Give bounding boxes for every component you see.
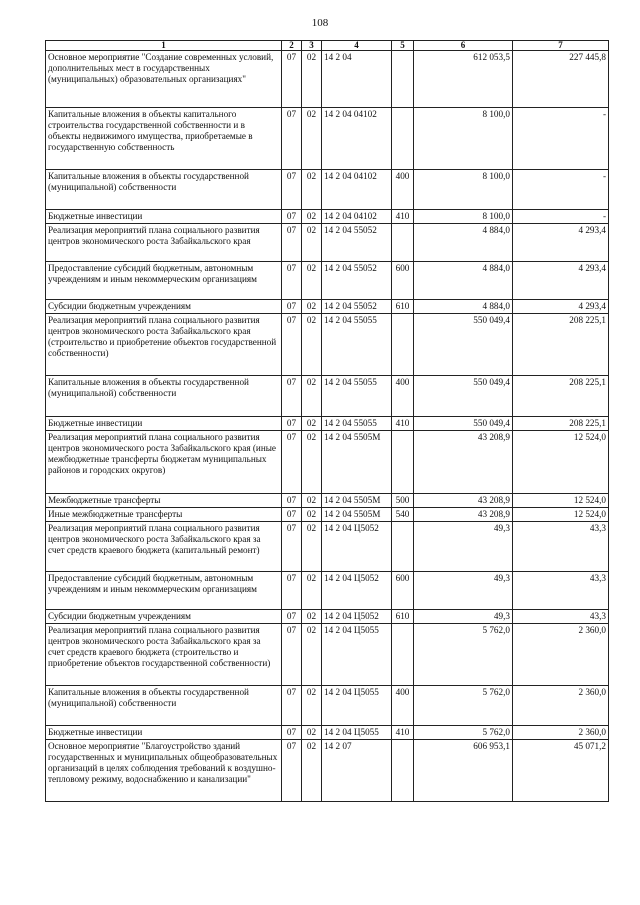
target-article-code: 14 2 04 5505М [322, 494, 392, 508]
table-row [46, 417, 609, 431]
amount-col6: 4 884,0 [414, 262, 513, 300]
table-row [46, 314, 609, 376]
target-article-code: 14 2 04 04102 [322, 210, 392, 224]
subsection-code: 02 [302, 740, 322, 802]
target-article-code: 14 2 04 5505М [322, 431, 392, 494]
amount-col7: 43,3 [513, 610, 609, 624]
table-row [46, 262, 609, 300]
item-name: Межбюджетные трансферты [46, 494, 282, 508]
table-row [46, 51, 609, 108]
page-number: 108 [311, 17, 329, 29]
expense-type-code: 400 [392, 686, 414, 726]
expense-type-code [392, 108, 414, 170]
section-code: 07 [282, 170, 302, 210]
expense-type-code [392, 314, 414, 376]
item-name: Капитальные вложения в объекты государственной (муниципальной) собственности [46, 376, 282, 417]
amount-col6: 606 953,1 [414, 740, 513, 802]
target-article-code: 14 2 04 55055 [322, 314, 392, 376]
table-row [46, 431, 609, 494]
amount-col7: 4 293,4 [513, 262, 609, 300]
amount-col6: 550 049,4 [414, 314, 513, 376]
section-code: 07 [282, 624, 302, 686]
amount-col6: 49,3 [414, 572, 513, 610]
item-name: Реализация мероприятий плана социального развития центров экономического роста Забайкальского края [46, 224, 282, 262]
target-article-code: 14 2 04 55052 [322, 224, 392, 262]
expense-type-code: 540 [392, 508, 414, 522]
expense-type-code: 400 [392, 170, 414, 210]
amount-col7: 208 225,1 [513, 376, 609, 417]
amount-col7: 2 360,0 [513, 624, 609, 686]
amount-col7: 208 225,1 [513, 314, 609, 376]
amount-col7: 12 524,0 [513, 494, 609, 508]
section-code: 07 [282, 494, 302, 508]
subsection-code: 02 [302, 417, 322, 431]
amount-col7: 4 293,4 [513, 300, 609, 314]
amount-col6: 8 100,0 [414, 210, 513, 224]
column-header: 1 [46, 41, 282, 51]
table-row [46, 522, 609, 572]
amount-col6: 550 049,4 [414, 417, 513, 431]
section-code: 07 [282, 508, 302, 522]
column-header: 3 [302, 41, 322, 51]
subsection-code: 02 [302, 726, 322, 740]
amount-col6: 8 100,0 [414, 108, 513, 170]
item-name: Субсидии бюджетным учреждениям [46, 300, 282, 314]
section-code: 07 [282, 572, 302, 610]
table-row [46, 726, 609, 740]
amount-col7: 43,3 [513, 522, 609, 572]
amount-col7: 12 524,0 [513, 431, 609, 494]
subsection-code: 02 [302, 431, 322, 494]
amount-col6: 5 762,0 [414, 624, 513, 686]
table-row [46, 224, 609, 262]
amount-col6: 550 049,4 [414, 376, 513, 417]
section-code: 07 [282, 300, 302, 314]
section-code: 07 [282, 224, 302, 262]
table-header-row [46, 41, 609, 51]
subsection-code: 02 [302, 108, 322, 170]
amount-col6: 43 208,9 [414, 431, 513, 494]
expense-type-code [392, 51, 414, 108]
item-name: Реализация мероприятий плана социального развития центров экономического роста Забайкальского края за счет средств краевого бюджета (строительство и приобретение объектов государственной собственности) [46, 624, 282, 686]
subsection-code: 02 [302, 224, 322, 262]
item-name: Реализация мероприятий плана социального развития центров экономического роста Забайкальского края (иные межбюджетные трансферты бюджетам муниципальных районов и городских округов) [46, 431, 282, 494]
table-row [46, 740, 609, 802]
table-row [46, 572, 609, 610]
item-name: Бюджетные инвестиции [46, 417, 282, 431]
target-article-code: 14 2 04 55055 [322, 417, 392, 431]
table-row [46, 170, 609, 210]
amount-col7: 2 360,0 [513, 726, 609, 740]
amount-col6: 4 884,0 [414, 224, 513, 262]
expense-type-code [392, 431, 414, 494]
table-row [46, 494, 609, 508]
expense-type-code: 610 [392, 610, 414, 624]
subsection-code: 02 [302, 300, 322, 314]
section-code: 07 [282, 108, 302, 170]
subsection-code: 02 [302, 522, 322, 572]
amount-col6: 43 208,9 [414, 494, 513, 508]
subsection-code: 02 [302, 376, 322, 417]
expense-type-code: 410 [392, 417, 414, 431]
section-code: 07 [282, 686, 302, 726]
target-article-code: 14 2 04 5505М [322, 508, 392, 522]
subsection-code: 02 [302, 262, 322, 300]
expense-type-code: 400 [392, 376, 414, 417]
expense-type-code: 410 [392, 210, 414, 224]
item-name: Реализация мероприятий плана социального развития центров экономического роста Забайкальского края за счет средств краевого бюджета (капитальный ремонт) [46, 522, 282, 572]
subsection-code: 02 [302, 624, 322, 686]
section-code: 07 [282, 51, 302, 108]
target-article-code: 14 2 04 Ц5052 [322, 572, 392, 610]
expense-type-code [392, 522, 414, 572]
column-header: 2 [282, 41, 302, 51]
amount-col6: 49,3 [414, 610, 513, 624]
subsection-code: 02 [302, 508, 322, 522]
target-article-code: 14 2 04 Ц5052 [322, 522, 392, 572]
target-article-code: 14 2 04 Ц5055 [322, 624, 392, 686]
target-article-code: 14 2 07 [322, 740, 392, 802]
section-code: 07 [282, 610, 302, 624]
section-code: 07 [282, 431, 302, 494]
amount-col6: 8 100,0 [414, 170, 513, 210]
subsection-code: 02 [302, 686, 322, 726]
amount-col7: 12 524,0 [513, 508, 609, 522]
amount-col7: - [513, 170, 609, 210]
section-code: 07 [282, 314, 302, 376]
subsection-code: 02 [302, 314, 322, 376]
target-article-code: 14 2 04 Ц5055 [322, 726, 392, 740]
amount-col7: 2 360,0 [513, 686, 609, 726]
subsection-code: 02 [302, 170, 322, 210]
column-header: 4 [322, 41, 392, 51]
section-code: 07 [282, 740, 302, 802]
amount-col7: 4 293,4 [513, 224, 609, 262]
expense-type-code [392, 624, 414, 686]
amount-col7: - [513, 108, 609, 170]
table-row [46, 686, 609, 726]
column-header: 7 [513, 41, 609, 51]
section-code: 07 [282, 726, 302, 740]
expense-type-code: 600 [392, 572, 414, 610]
amount-col7: 43,3 [513, 572, 609, 610]
target-article-code: 14 2 04 55055 [322, 376, 392, 417]
amount-col6: 5 762,0 [414, 726, 513, 740]
item-name: Капитальные вложения в объекты капитального строительства государственной собственности и в объекты недвижимого имущества, приобретаемые в государственную собственность [46, 108, 282, 170]
amount-col7: - [513, 210, 609, 224]
expense-type-code [392, 224, 414, 262]
column-header: 5 [392, 41, 414, 51]
item-name: Бюджетные инвестиции [46, 726, 282, 740]
item-name: Капитальные вложения в объекты государственной (муниципальной) собственности [46, 170, 282, 210]
amount-col6: 49,3 [414, 522, 513, 572]
section-code: 07 [282, 210, 302, 224]
target-article-code: 14 2 04 [322, 51, 392, 108]
item-name: Иные межбюджетные трансферты [46, 508, 282, 522]
column-header: 6 [414, 41, 513, 51]
section-code: 07 [282, 262, 302, 300]
amount-col7: 208 225,1 [513, 417, 609, 431]
subsection-code: 02 [302, 572, 322, 610]
target-article-code: 14 2 04 Ц5052 [322, 610, 392, 624]
section-code: 07 [282, 376, 302, 417]
item-name: Основное мероприятие "Благоустройство зданий государственных и муниципальных общеобразовательных организаций в целях соблюдения требований к воздушно-тепловому режиму, водоснабжению и канализации" [46, 740, 282, 802]
subsection-code: 02 [302, 210, 322, 224]
table-row [46, 210, 609, 224]
item-name: Предоставление субсидий бюджетным, автономным учреждениям и иным некоммерческим организациям [46, 572, 282, 610]
target-article-code: 14 2 04 04102 [322, 170, 392, 210]
target-article-code: 14 2 04 55052 [322, 262, 392, 300]
subsection-code: 02 [302, 610, 322, 624]
expense-type-code [392, 740, 414, 802]
item-name: Капитальные вложения в объекты государственной (муниципальной) собственности [46, 686, 282, 726]
target-article-code: 14 2 04 55052 [322, 300, 392, 314]
expense-type-code: 410 [392, 726, 414, 740]
amount-col6: 612 053,5 [414, 51, 513, 108]
amount-col6: 4 884,0 [414, 300, 513, 314]
item-name: Бюджетные инвестиции [46, 210, 282, 224]
expense-type-code: 610 [392, 300, 414, 314]
item-name: Реализация мероприятий плана социального развития центров экономического роста Забайкальского края (строительство и приобретение объектов государственной собственности) [46, 314, 282, 376]
amount-col7: 45 071,2 [513, 740, 609, 802]
expense-type-code: 500 [392, 494, 414, 508]
table-row [46, 376, 609, 417]
target-article-code: 14 2 04 Ц5055 [322, 686, 392, 726]
item-name: Основное мероприятие "Создание современных условий, дополнительных мест в государственных (муниципальных) образовательных организациях" [46, 51, 282, 108]
amount-col6: 43 208,9 [414, 508, 513, 522]
table-row [46, 624, 609, 686]
table-row [46, 610, 609, 624]
table-row [46, 508, 609, 522]
subsection-code: 02 [302, 494, 322, 508]
subsection-code: 02 [302, 51, 322, 108]
amount-col7: 227 445,8 [513, 51, 609, 108]
amount-col6: 5 762,0 [414, 686, 513, 726]
table-row [46, 300, 609, 314]
expense-type-code: 600 [392, 262, 414, 300]
target-article-code: 14 2 04 04102 [322, 108, 392, 170]
section-code: 07 [282, 417, 302, 431]
section-code: 07 [282, 522, 302, 572]
budget-table [45, 40, 609, 802]
item-name: Предоставление субсидий бюджетным, автономным учреждениям и иным некоммерческим организациям [46, 262, 282, 300]
table-row [46, 108, 609, 170]
item-name: Субсидии бюджетным учреждениям [46, 610, 282, 624]
